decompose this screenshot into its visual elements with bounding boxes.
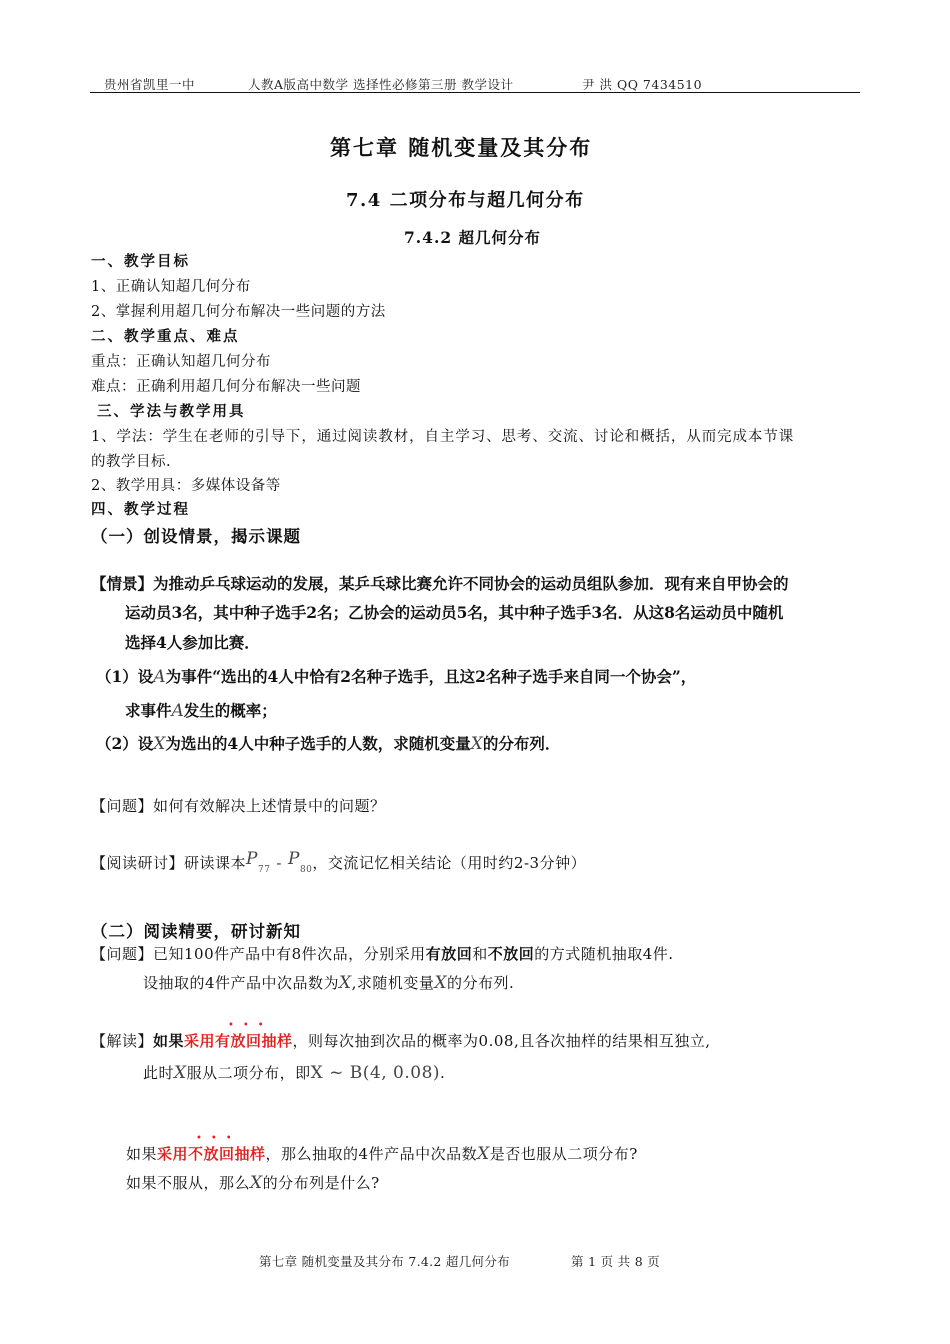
- method-item-2: 2、教学用具：多媒体设备等: [91, 478, 281, 494]
- highlight-without-replacement: 采用不放回抽样: [157, 1145, 266, 1163]
- highlight-with-replacement: 采用有放回抽样: [184, 1032, 293, 1050]
- no-replacement-question-cont: 如果不服从，那么X的分布列是什么?: [126, 1173, 380, 1193]
- variable-x: X: [250, 1173, 263, 1193]
- process-heading: 四、教学过程: [91, 501, 190, 518]
- variable-a: A: [153, 667, 166, 687]
- method-item-1: 1、学法：学生在老师的引导下，通过阅读教材，自主学习、思考、交流、讨论和概括，从而完成本节课: [91, 429, 795, 445]
- scenario-line-1: 【情景】为推动乒乓球运动的发展，某乒乓球比赛允许不同协会的运动员组队参加．现有来自甲协会的: [91, 574, 789, 593]
- variable-x: X: [153, 734, 166, 754]
- variable-x: X: [470, 734, 483, 754]
- focus-text: 重点：正确认知超几何分布: [91, 354, 271, 370]
- reading-task: 【阅读研讨】研读课本$P_{77} - P_{80}$，交流记忆相关结论（用时约2-3分钟）: [91, 849, 587, 875]
- binomial-formula: X ~ B(4, 0.08): [310, 1063, 441, 1083]
- subsection-title: 7.4.2 超几何分布: [404, 228, 542, 247]
- page-p-symbol: P: [246, 849, 258, 869]
- question-1: （1）设A为事件“选出的4人中恰有2名种子选手，且这2名种子选手来自同一个协会”，: [96, 667, 697, 687]
- problem-statement: 【问题】已知100件产品中有8件次品，分别采用有放回和不放回的方式随机抽取4件.: [91, 945, 674, 963]
- variable-x: X: [174, 1063, 187, 1083]
- footer-title: 第七章 随机变量及其分布 7.4.2 超几何分布: [259, 1254, 510, 1269]
- difficulty-text: 难点：正确利用超几何分布解决一些问题: [91, 379, 361, 395]
- question-1-cont: 求事件A发生的概率；: [125, 701, 277, 721]
- variable-a: A: [171, 701, 184, 721]
- header-school: 贵州省凯里一中: [104, 77, 196, 92]
- methods-heading: 三、学法与教学用具: [97, 403, 246, 420]
- variable-x: X: [339, 973, 352, 993]
- section-title: 7.4 二项分布与超几何分布: [346, 190, 585, 211]
- goal-item: 1、正确认知超几何分布: [91, 279, 251, 295]
- page-p-symbol: P: [288, 849, 300, 869]
- variable-x: X: [477, 1144, 490, 1164]
- variable-x: X: [434, 973, 448, 993]
- goal-item: 2、掌握利用超几何分布解决一些问题的方法: [91, 304, 386, 320]
- interpretation-line-1: 【解读】如果采用有放回抽样，则每次抽到次品的概率为0.08,且各次抽样的结果相互独立,: [91, 1032, 711, 1050]
- interpretation-line-2: 此时X服从二项分布，即X ~ B(4, 0.08).: [143, 1063, 446, 1083]
- key-points-heading: 二、教学重点、难点: [91, 328, 240, 345]
- question-2: （2）设X为选出的4人中种子选手的人数，求随机变量X的分布列．: [96, 734, 561, 754]
- part2-heading: （二）阅读精要，研讨新知: [91, 922, 301, 941]
- scenario-line-2: 运动员3名，其中种子选手2名；乙协会的运动员5名，其中种子选手3名．从这8名运动员中随机: [125, 603, 784, 622]
- goals-heading: 一、教学目标: [91, 253, 190, 270]
- scenario-line-3: 选择4人参加比赛．: [125, 633, 260, 652]
- header-author: 尹 洪 QQ 7434510: [582, 77, 703, 92]
- emphasis-dots: •••: [196, 1133, 241, 1144]
- emphasis-dots: •••: [228, 1020, 273, 1031]
- problem-statement-cont: 设抽取的4件产品中次品数为X,求随机变量X的分布列.: [143, 973, 515, 993]
- no-replacement-question: 如果采用不放回抽样，那么抽取的4件产品中次品数X是否也服从二项分布?: [126, 1144, 638, 1164]
- chapter-title: 第七章 随机变量及其分布: [330, 135, 593, 160]
- method-item-1-cont: 的教学目标.: [91, 454, 172, 470]
- page-number: 第 1 页 共 8 页: [571, 1254, 661, 1269]
- part1-heading: （一）创设情景，揭示课题: [91, 527, 301, 546]
- page-from: 77: [257, 865, 271, 875]
- question-prompt: 【问题】如何有效解决上述情景中的问题？: [91, 797, 386, 815]
- header-course: 人教A版高中数学 选择性必修第三册 教学设计: [248, 77, 514, 92]
- page-to: 80: [299, 865, 313, 875]
- header-rule: [90, 92, 860, 93]
